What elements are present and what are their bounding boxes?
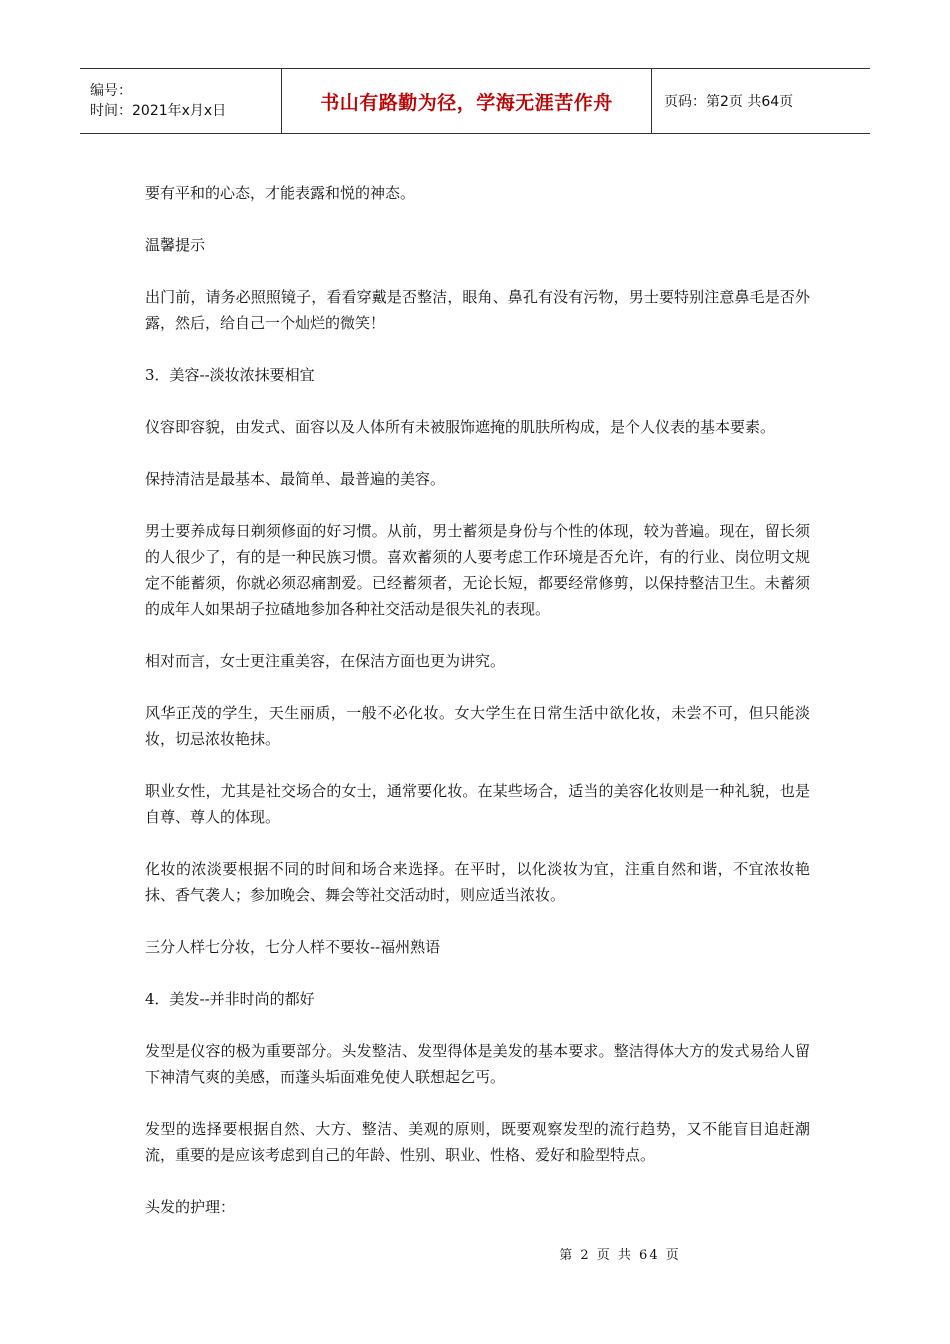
footer-page-number: 第 2 页 共 64 页 [559, 1248, 681, 1263]
page-footer [0, 1244, 950, 1263]
header-page-number: 页码：第2页 共64页 [664, 94, 794, 110]
document-number-label: 编号： [90, 83, 132, 99]
paragraph: 职业女性，尤其是社交场合的女士，通常要化妆。在某些场合，适当的美容化妆则是一种礼貌，也是自尊、尊人的体现。 [145, 782, 810, 826]
paragraph: 发型的选择要根据自然、大方、整洁、美观的原则，既要观察发型的流行趋势，又不能盲目追赶潮流，重要的是应该考虑到自己的年龄、性别、职业、性格、爱好和脸型特点。 [145, 1120, 810, 1164]
section-heading: 温馨提示 [145, 236, 206, 254]
paragraph: 相对而言，女士更注重美容，在保洁方面也更为讲究。 [145, 652, 506, 670]
paragraph: 仪容即容貌，由发式、面容以及人体所有未被服饰遮掩的肌肤所构成，是个人仪表的基本要素。 [145, 418, 776, 436]
header-page-info [652, 69, 870, 133]
header-motto [282, 69, 652, 133]
document-body [145, 180, 810, 1246]
document-date-label: 时间：2021年x月x日 [90, 103, 227, 119]
paragraph: 头发的护理： [145, 1198, 236, 1216]
quote: 三分人样七分妆，七分人样不要妆--福州熟语 [145, 938, 441, 956]
paragraph: 化妆的浓淡要根据不同的时间和场合来选择。在平时，以化淡妆为宜，注重自然和谐，不宜浓妆艳抹、香气袭人；参加晚会、舞会等社交活动时，则应适当浓妆。 [145, 860, 810, 904]
header-meta [80, 69, 282, 133]
section-heading: 3．美容--淡妆浓抹要相宜 [145, 366, 315, 384]
page-header [80, 68, 870, 134]
paragraph: 出门前，请务必照照镜子，看看穿戴是否整洁，眼角、鼻孔有没有污物，男士要特别注意鼻毛是否外露，然后，给自己一个灿烂的微笑！ [145, 288, 810, 332]
paragraph: 发型是仪容的极为重要部分。头发整洁、发型得体是美发的基本要求。整洁得体大方的发式易给人留下神清气爽的美感，而蓬头垢面难免使人联想起乞丐。 [145, 1042, 810, 1086]
paragraph: 风华正茂的学生，天生丽质，一般不必化妆。女大学生在日常生活中欲化妆，未尝不可，但只能淡妆，切忌浓妆艳抹。 [145, 704, 810, 748]
section-heading: 4．美发--并非时尚的都好 [145, 990, 315, 1008]
motto-text: 书山有路勤为径，学海无涯苦作舟 [320, 91, 613, 114]
paragraph: 保持清洁是最基本、最简单、最普遍的美容。 [145, 470, 446, 488]
paragraph: 要有平和的心态，才能表露和悦的神态。 [145, 184, 416, 202]
paragraph: 男士要养成每日剃须修面的好习惯。从前，男士蓄须是身份与个性的体现，较为普遍。现在，留长须的人很少了，有的是一种民族习惯。喜欢蓄须的人要考虑工作环境是否允许，有的行业、岗位明文规定不能蓄须，你就必须忍痛割爱。已经蓄须者，无论长短，都要经常修剪，以保持整洁卫生。未蓄须的成年人如果胡子拉碴地参加各种社交活动是很失礼的表现。 [145, 522, 810, 618]
